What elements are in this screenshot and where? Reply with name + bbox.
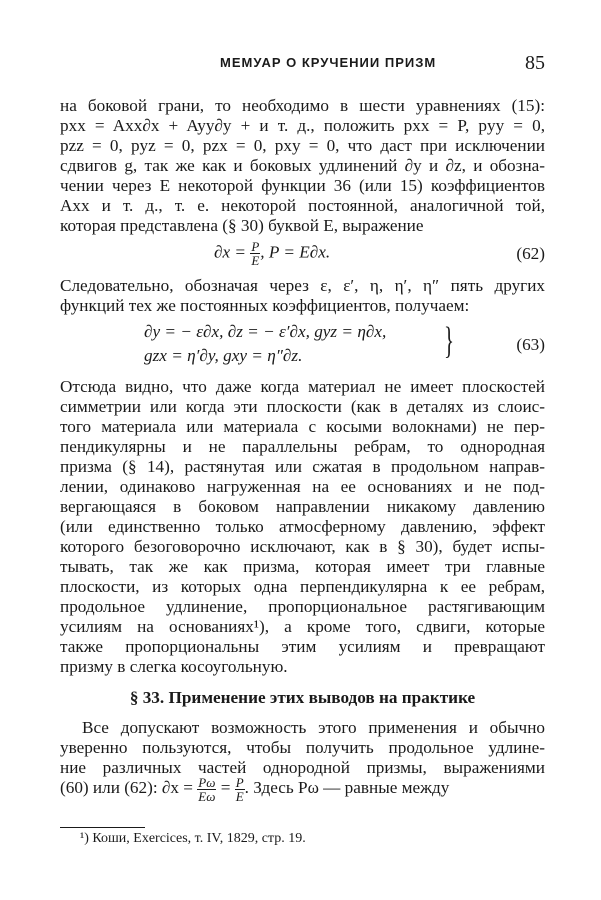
text-line: пендикулярны и не параллельны ребрам, то однородная xyxy=(60,437,545,456)
equation-62-left: ∂x = xyxy=(214,242,251,262)
text-line: Следовательно, обозначая через ε, ε′, η, η′, η″ пять других xyxy=(60,276,545,295)
text-line: чении через E некоторой функции 36 (или 15) коэффициентов xyxy=(60,176,545,195)
fraction-numerator: P xyxy=(251,239,260,254)
footnote: ¹) Коши, Exercices, т. IV, 1829, стр. 19. xyxy=(80,831,306,846)
equation-number-63: (63) xyxy=(516,335,545,354)
running-title: МЕМУАР О КРУЧЕНИИ ПРИЗМ xyxy=(220,55,437,70)
text-line: симметрии или когда эти плоскости (как в деталях из слоис- xyxy=(60,397,545,416)
section-heading: § 33. Применение этих выводов на практике xyxy=(129,688,476,707)
fraction-denominator: Eω xyxy=(198,788,216,803)
equation-63-line2: gzx = η′∂y, gxy = η″∂z. xyxy=(144,346,303,365)
text-line: pxx = Axx∂x + Ayy∂y + и т. д., положить pxx = P, pyy = 0, xyxy=(60,116,545,135)
text-line: pzz = 0, pyz = 0, pzx = 0, pxy = 0, что даст при исключении xyxy=(60,136,545,155)
page-number: 85 xyxy=(525,52,545,74)
equation-number-62: (62) xyxy=(516,244,545,263)
text-line: уверенно пользуются, чтобы получить продольное удлине- xyxy=(60,738,545,757)
equation-63-brace: } xyxy=(444,320,455,362)
text-line: Axx и т. д., т. е. некоторой постоянной, аналогичной той, xyxy=(60,196,545,215)
equation-63-line1: ∂y = − ε∂x, ∂z = − ε′∂x, gyz = η∂x, xyxy=(144,322,387,341)
text-line: плоскости, из которых одна перпендикулярна к ее ребрам, xyxy=(60,577,545,596)
text-line: Все допускают возможность этого применения и обычно xyxy=(82,718,545,737)
formula-lead: (60) или (62): ∂x = xyxy=(60,778,198,797)
text-line: (или единственно только атмосферному давлению, эффект xyxy=(60,517,545,536)
text-line: лении, одинаково нагруженная на ее основаниях и не под- xyxy=(60,477,545,496)
fraction xyxy=(235,776,245,803)
text-line: продольное удлинение, пропорциональное растягивающим xyxy=(60,597,545,616)
text-line: призма (§ 14), растянутая или сжатая в продольном направ- xyxy=(60,457,545,476)
text-line: также пропорциональны этим усилиям и превращают xyxy=(60,637,545,656)
text-line-with-formula xyxy=(60,775,545,803)
text-line: вергающаяся в боковом направлении никакому давлению xyxy=(60,497,545,516)
footnote-rule xyxy=(60,827,145,828)
text-line: усилиям на основаниях¹), а кроме того, сдвиги, которые xyxy=(60,617,545,636)
fraction-denominator: E xyxy=(235,788,244,803)
text-line: Отсюда видно, что даже когда материал не имеет плоскостей xyxy=(60,377,545,396)
fraction-numerator: Pω xyxy=(198,775,216,790)
text-line: тывать, так же как призма, которая имеет три главные xyxy=(60,557,545,576)
text-line: которого безоговорочно исключают, как в § 30), будет испы- xyxy=(60,537,545,556)
fraction xyxy=(250,240,260,267)
fraction xyxy=(197,776,216,803)
formula-tail: . Здесь Pω — равные между xyxy=(244,778,450,797)
equation-62 xyxy=(214,240,330,267)
text-line: которая представлена (§ 30) буквой E, выражение xyxy=(60,216,424,235)
text-line: ние различных частей однородной призмы, выражениями xyxy=(60,758,545,777)
text-line: призму в слегка косоугольную. xyxy=(60,657,288,676)
page-header xyxy=(60,52,545,76)
fraction-numerator: P xyxy=(235,775,244,790)
text-line: того материала или материала с косыми волокнами) не пер- xyxy=(60,417,545,436)
text-line: сдвигов g, так же как и боковых удлинений ∂y и ∂z, и обозна- xyxy=(60,156,545,175)
text-line: функций тех же постоянных коэффициентов, получаем: xyxy=(60,296,470,315)
text-line: на боковой грани, то необходимо в шести уравнениях (15): xyxy=(60,96,545,115)
equation-62-right: , P = E∂x. xyxy=(260,242,331,262)
fraction-denominator: E xyxy=(251,253,260,268)
equals-sign: = xyxy=(216,778,235,797)
